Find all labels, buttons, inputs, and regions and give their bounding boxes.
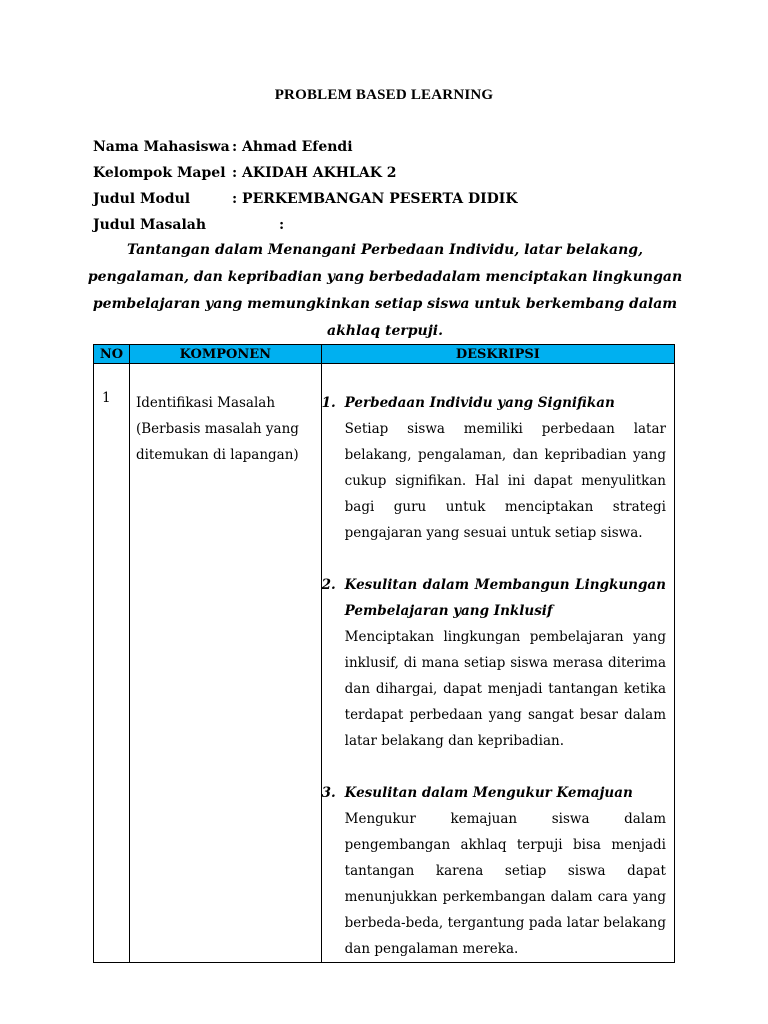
meta-label: Nama Mahasiswa — [93, 139, 230, 155]
meta-value: : AKIDAH AKHLAK 2 — [232, 165, 397, 181]
item-heading: Perbedaan Individu yang Signifikan — [344, 395, 615, 411]
meta-value: : PERKEMBANGAN PESERTA DIDIK — [232, 191, 518, 207]
document-title: PROBLEM BASED LEARNING — [274, 87, 494, 103]
table-header-row — [94, 345, 675, 364]
item-number: 2. — [321, 577, 336, 593]
item-heading: Kesulitan dalam Membangun Lingkungan Pembelajaran yang Inklusif — [344, 577, 666, 619]
item-text: Menciptakan lingkungan pembelajaran yang inklusif, di mana setiap siswa merasa diterima dan dihargai, dapat menjadi tantangan ketika terdapat perbedaan yang sangat besar dalam latar belakang dan kepribadian. — [344, 629, 666, 749]
component-table — [93, 344, 675, 963]
komponen-title: Identifikasi Masalah — [135, 395, 276, 411]
description-item — [322, 572, 666, 754]
item-number: 1. — [321, 395, 336, 411]
meta-value: : Ahmad Efendi — [232, 139, 353, 155]
description-item — [322, 390, 666, 546]
row-number: 1 — [94, 364, 130, 963]
komponen-subtitle: (Berbasis masalah yang ditemukan di lapangan) — [135, 421, 299, 463]
item-heading: Kesulitan dalam Mengukur Kemajuan — [344, 785, 633, 801]
meta-label: Kelompok Mapel — [93, 165, 226, 181]
problem-statement: Tantangan dalam Menangani Perbedaan Individu, latar belakang, pengalaman, dan kepribadian yang berbedadalam menciptakan lingkungan pembelajaran yang memungkinkan setiap siswa untuk berkembang dalam akhlaq terpuji. — [87, 242, 683, 339]
description-item — [322, 780, 666, 962]
item-text: Setiap siswa memiliki perbedaan latar belakang, pengalaman, dan kepribadian yang cukup signifikan. Hal ini dapat menyulitkan bagi guru untuk menciptakan strategi pengajaran yang sesuai untuk setiap siswa. — [344, 421, 666, 541]
table-row — [94, 364, 675, 963]
header-no: NO — [94, 345, 130, 364]
komponen-cell — [129, 364, 321, 963]
meta-value: : — [279, 217, 285, 233]
item-number: 3. — [321, 785, 336, 801]
header-komponen: KOMPONEN — [129, 345, 321, 364]
meta-label: Judul Modul — [93, 191, 191, 207]
meta-label: Judul Masalah — [93, 217, 207, 233]
item-text: Mengukur kemajuan siswa dalam pengembangan akhlaq terpuji bisa menjadi tantangan karena setiap siswa dapat menunjukkan perkembangan dalam cara yang berbeda-beda, tergantung pada latar belakang dan pengalaman mereka. — [344, 811, 666, 957]
deskripsi-cell — [321, 364, 674, 963]
header-deskripsi: DESKRIPSI — [321, 345, 674, 364]
